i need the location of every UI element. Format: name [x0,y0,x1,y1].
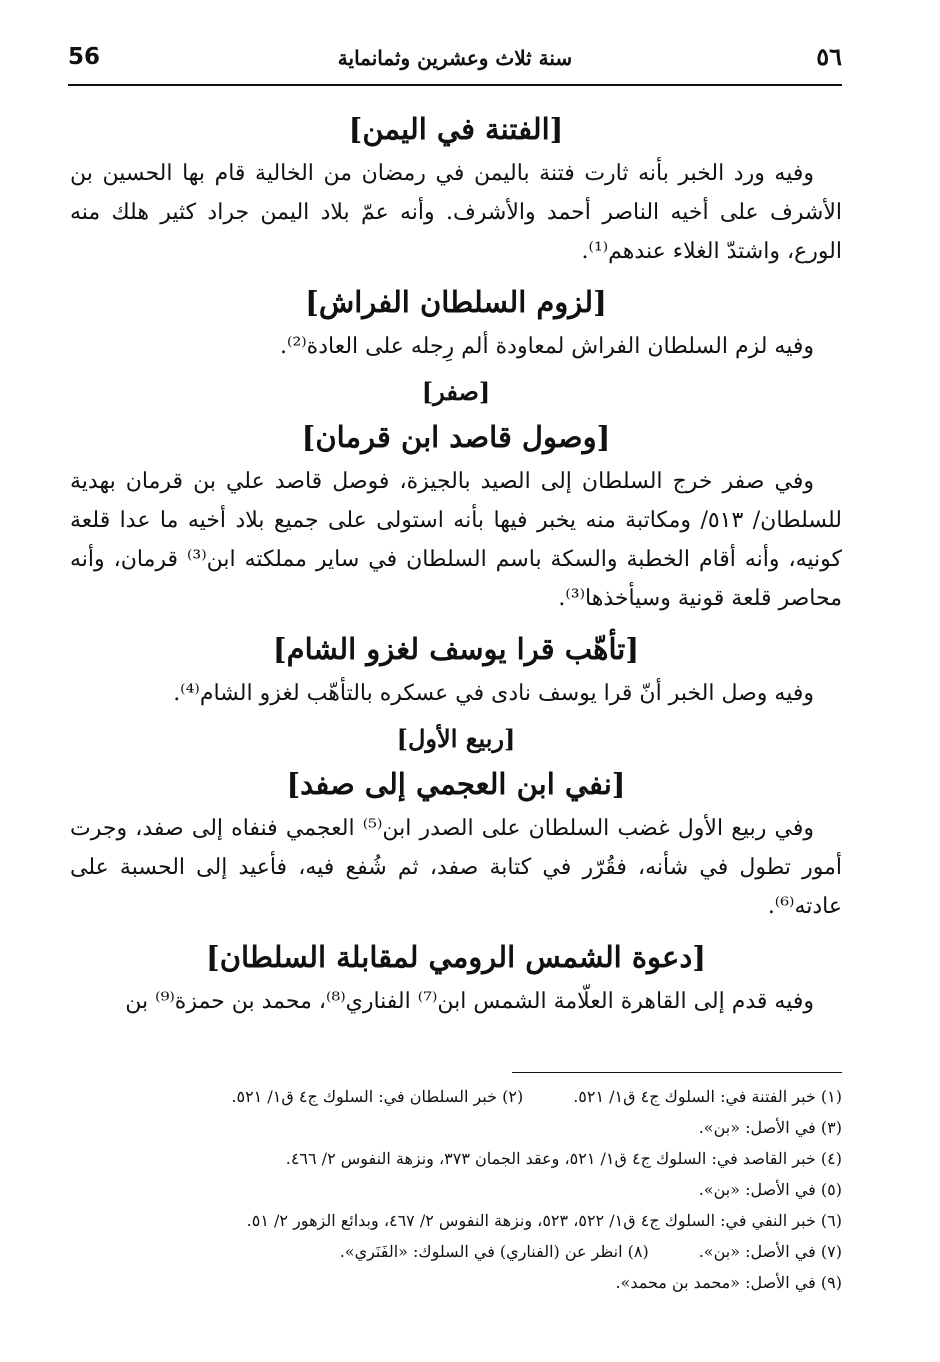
footnote-line [70,1081,842,1112]
footnote: (٥) في الأصل: «بن». [698,1180,842,1199]
footnotes [70,1072,842,1298]
section-paragraph: وفيه لزم السلطان الفراش لمعاودة ألم رِجله على العادة⁽²⁾. [280,334,814,359]
footnote: (٦) خبر النفي في: السلوك ج٤ ق١/ ٥٢٢، ٥٢٣، ونزهة النفوس ٢/ ٤٦٧، وبدائع الزهور ٢/ ٥١. [246,1211,842,1230]
section-heading: [دعوة الشمس الرومي لمقابلة السلطان] [206,940,706,974]
footnote: (٨) انظر عن (الفناري) في السلوك: «الفَنَري». [339,1242,649,1261]
page-number-arabic: ٥٦ [816,42,842,71]
section-heading: [لزوم السلطان الفراش] [305,285,607,319]
footnote-line [70,1236,842,1267]
footnote: (١) خبر الفتنة في: السلوك ج٤ ق١/ ٥٢١. [573,1087,842,1106]
page-header [68,38,842,86]
footnote-line [70,1112,842,1143]
main-text [70,104,842,1027]
footnote: (٢) خبر السلطان في: السلوك ج٤ ق١/ ٥٢١. [231,1087,524,1106]
section-paragraph: وفيه قدم إلى القاهرة العلّامة الشمس ابن⁽⁷⁾ الفناري⁽⁸⁾، محمد بن حمزة⁽⁹⁾ بن [125,989,814,1014]
section-paragraph: وفي ربيع الأول غضب السلطان على الصدر ابن⁽⁵⁾ العجمي فنفاه إلى صفد، وجرت أمور تطول في شأنه، فقُرّر في كتابة صفد، ثم شُفع فيه، فأعيد إلى الحسبة على عادته⁽⁶⁾. [70,816,842,919]
section-paragraph: وفي صفر خرج السلطان إلى الصيد بالجيزة، فوصل قاصد علي بن قرمان بهدية للسلطان/ ٥١٣/ ومكاتبة منه يخبر فيها بأنه استولى على جميع بلاد أخيه ما عدا قلعة كونيه، وأنه أقام الخطبة والسكة باسم السلطان في ساير مملكته ابن⁽³⁾ قرمان، وأنه محاصر قلعة قونية وسيأخذها⁽³⁾. [70,469,842,611]
footnote-line [70,1205,842,1236]
footnote: (٧) في الأصل: «بن». [698,1242,842,1261]
page-number-latin: 56 [68,44,101,70]
section-heading: [وصول قاصد ابن قرمان] [301,420,611,454]
section-heading: [الفتنة في اليمن] [348,112,564,146]
footnote-rule [512,1072,842,1073]
section-paragraph: وفيه وصل الخبر أنّ قرا يوسف نادى في عسكره بالتأهّب لغزو الشام⁽⁴⁾. [173,681,814,706]
month-heading: [صفر] [421,377,491,406]
footnote: (٤) خبر القاصد في: السلوك ج٤ ق١/ ٥٢١، وعقد الجمان ٣٧٣، ونزهة النفوس ٢/ ٤٦٦. [285,1149,842,1168]
section-heading: [تأهّب قرا يوسف لغزو الشام] [272,632,640,666]
month-heading: [ربيع الأول] [396,724,516,753]
section-paragraph: وفيه ورد الخبر بأنه ثارت فتنة باليمن في رمضان من الخالية قام بها الحسين بن الأشرف على أخيه الناصر أحمد والأشرف. وأنه عمّ بلاد اليمن جراد كثير هلك منه الورع، واشتدّ الغلاء عندهم⁽¹⁾. [70,161,842,264]
running-title: سنة ثلاث وعشرين وثمانماية [337,46,573,70]
footnote-line [70,1174,842,1205]
footnote-line [70,1143,842,1174]
footnote-line [70,1267,842,1298]
footnote: (٣) في الأصل: «بن». [698,1118,842,1137]
footnote: (٩) في الأصل: «محمد بن محمد». [615,1273,842,1292]
section-heading: [نفي ابن العجمي إلى صفد] [286,767,626,801]
